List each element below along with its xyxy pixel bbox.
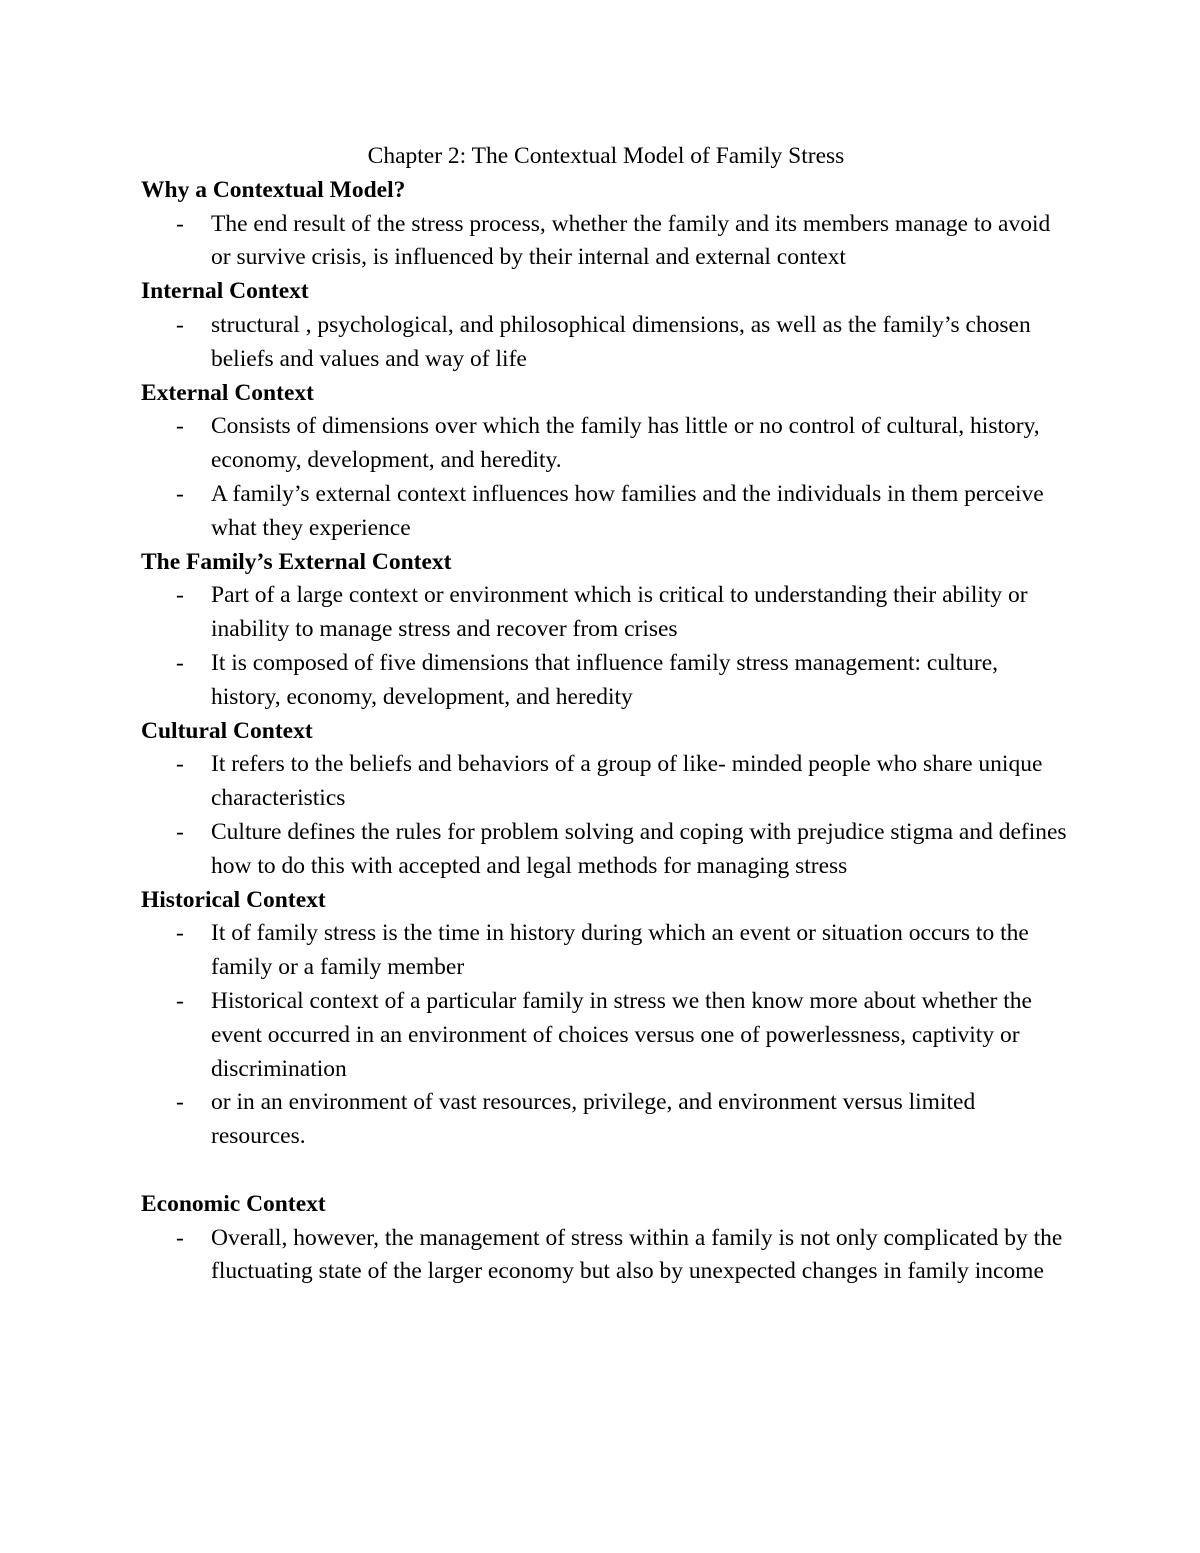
bullet-dash: - [176, 920, 184, 947]
bullet-text: It refers to the beliefs and behaviors of a group of like- minded people who share unique characteristics [211, 751, 1043, 812]
bullet-text: Culture defines the rules for problem solving and coping with prejudice stigma and defines how to do this with accepted and legal methods for managing stress [211, 818, 1067, 879]
list-item [141, 985, 1071, 1086]
section-internal-context [141, 275, 1071, 376]
section-external-context [141, 377, 1071, 546]
bullet-text: or in an environment of vast resources, privilege, and environment versus limited resources. [211, 1089, 976, 1150]
list-item [141, 579, 1071, 647]
bullet-list [141, 410, 1071, 545]
bullet-list [141, 208, 1071, 276]
section-heading: Historical Context [141, 886, 326, 913]
list-item [141, 647, 1071, 715]
document-body [141, 140, 1071, 1289]
section-economic-context [141, 1188, 1071, 1289]
bullet-text: It of family stress is the time in history during which an event or situation occurs to the family or a family member [211, 920, 1029, 981]
bullet-list [141, 579, 1071, 714]
list-item [141, 1086, 1071, 1154]
bullet-dash: - [176, 1089, 184, 1116]
list-item [141, 816, 1071, 884]
section-heading: Internal Context [141, 278, 309, 305]
bullet-text: It is composed of five dimensions that influence family stress management: culture, history, economy, development, and heredity [211, 649, 999, 710]
bullet-text: Historical context of a particular family in stress we then know more about whether the event occurred in an environment of choices versus one of powerlessness, captivity or discrimination [211, 987, 1032, 1082]
section-cultural-context [141, 715, 1071, 884]
bullet-text: A family’s external context influences how families and the individuals in them perceive what they experience [211, 480, 1044, 541]
section-why-contextual-model [141, 174, 1071, 275]
bullet-dash: - [176, 987, 184, 1014]
section-heading: Why a Contextual Model? [141, 176, 406, 203]
list-item [141, 410, 1071, 478]
bullet-list [141, 1222, 1071, 1290]
list-item [141, 478, 1071, 546]
list-item [141, 309, 1071, 377]
list-item [141, 748, 1071, 816]
section-heading: Economic Context [141, 1190, 326, 1217]
bullet-list [141, 917, 1071, 1154]
bullet-list [141, 748, 1071, 883]
section-heading: The Family’s External Context [141, 548, 452, 575]
bullet-dash: - [176, 311, 184, 338]
bullet-text: Overall, however, the management of stress within a family is not only complicated by the fluctuating state of the larger economy but also by unexpected changes in family income [211, 1224, 1063, 1285]
bullet-dash: - [176, 480, 184, 507]
bullet-text: Consists of dimensions over which the family has little or no control of cultural, history, economy, development, and heredity. [211, 413, 1040, 474]
bullet-dash: - [176, 1224, 184, 1251]
bullet-dash: - [176, 818, 184, 845]
bullet-list [141, 309, 1071, 377]
section-heading: Cultural Context [141, 717, 313, 744]
chapter-title: Chapter 2: The Contextual Model of Family Stress [367, 143, 845, 169]
bullet-dash: - [176, 210, 184, 237]
bullet-dash: - [176, 649, 184, 676]
bullet-dash: - [176, 751, 184, 778]
bullet-dash: - [176, 582, 184, 609]
section-historical-context [141, 884, 1071, 1154]
list-item [141, 208, 1071, 276]
section-family-external-context [141, 546, 1071, 715]
list-item [141, 917, 1071, 985]
list-item [141, 1222, 1071, 1290]
bullet-dash: - [176, 413, 184, 440]
bullet-text: Part of a large context or environment which is critical to understanding their ability or inability to manage stress and recover from crises [211, 582, 1028, 643]
bullet-text: structural , psychological, and philosophical dimensions, as well as the family’s chosen beliefs and values and way of life [211, 311, 1031, 372]
bullet-text: The end result of the stress process, whether the family and its members manage to avoid or survive crisis, is influenced by their internal and external context [211, 210, 1051, 271]
section-heading: External Context [141, 379, 314, 406]
